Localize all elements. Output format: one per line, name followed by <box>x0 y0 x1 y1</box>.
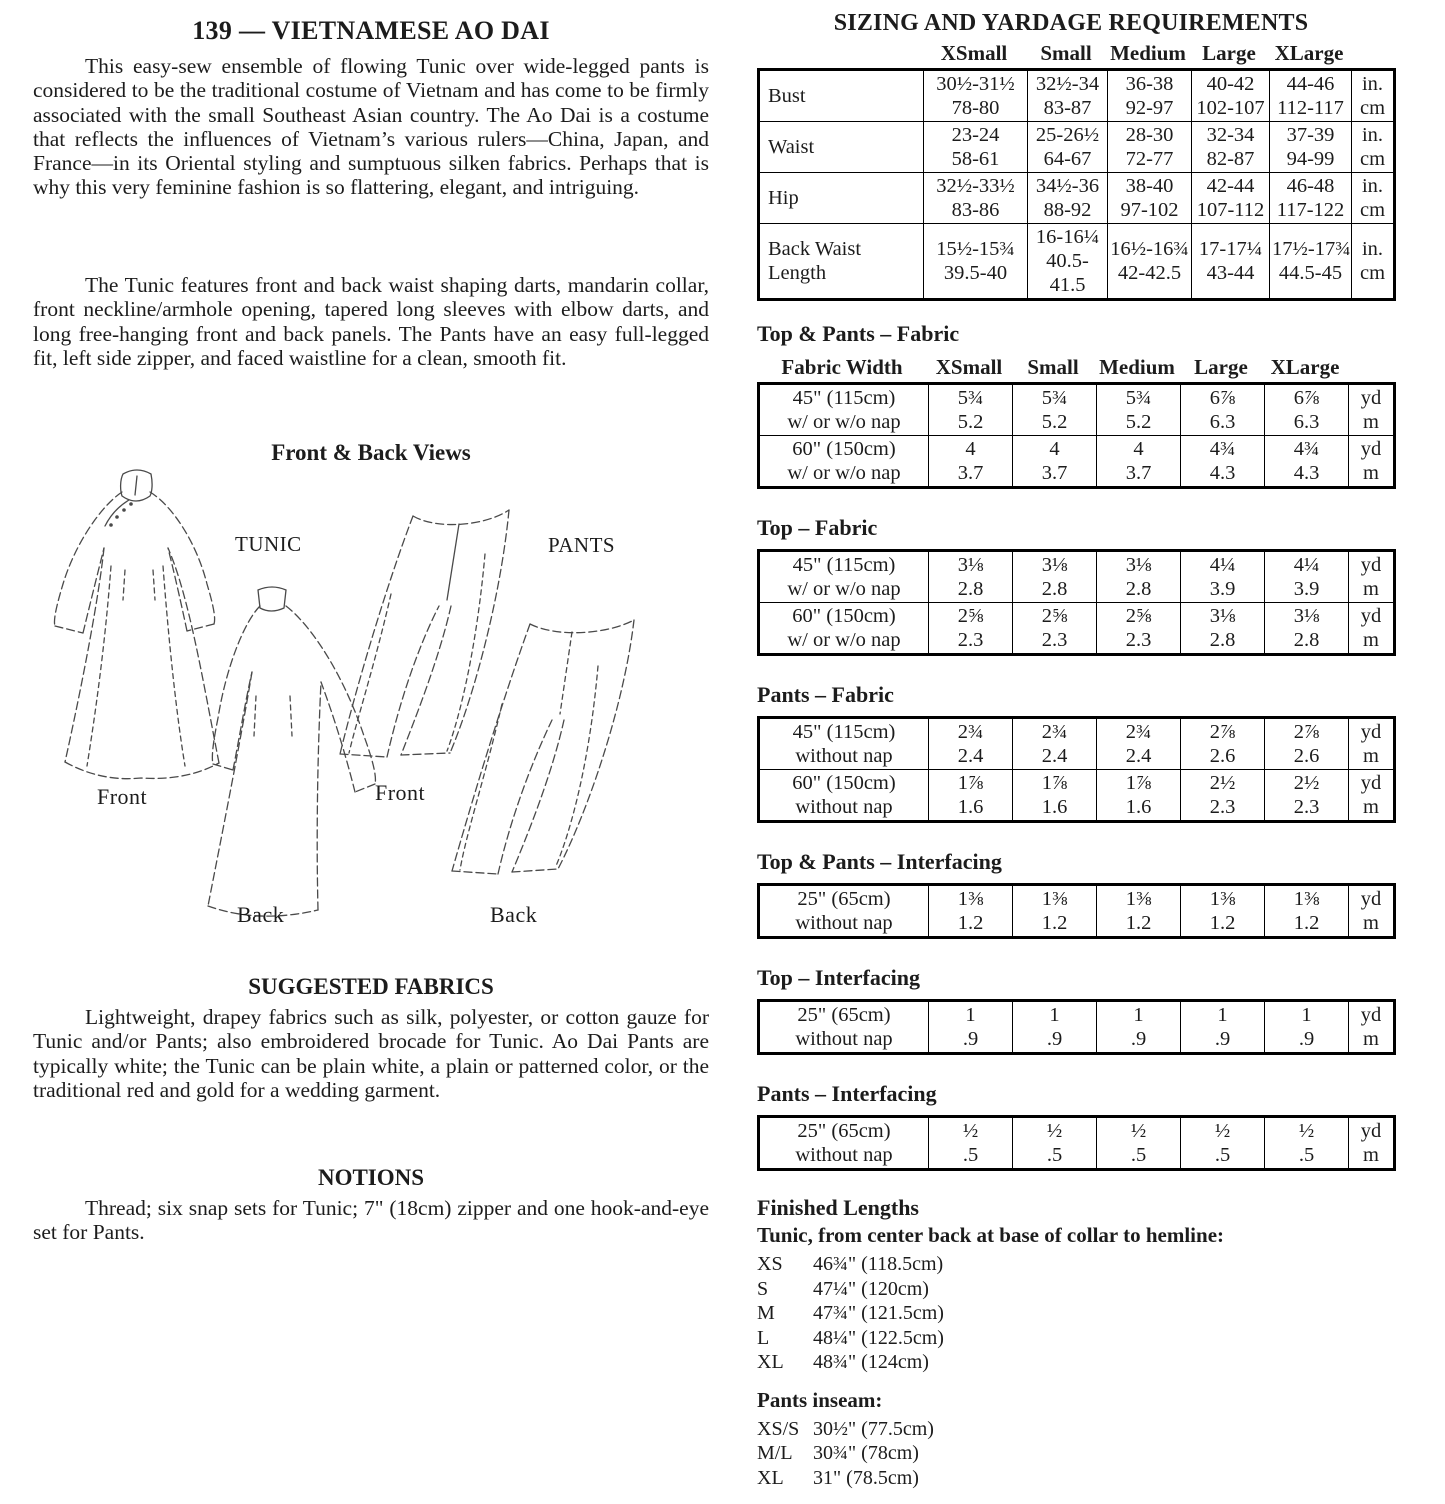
table-cell: 16½-16¾ 42-42.5 <box>1108 224 1192 300</box>
table-cell: 32½-34 83-87 <box>1028 70 1108 122</box>
tunic-label: TUNIC <box>235 532 302 556</box>
table-cell: 40-42 102-107 <box>1192 70 1270 122</box>
table-row <box>759 1001 1395 1054</box>
table-cell: 60" (150cm) without nap <box>759 770 929 822</box>
table-cell: 1⅜ 1.2 <box>1097 885 1181 938</box>
table-cell: Back Waist Length <box>759 224 924 300</box>
yardage-heading: Top – Fabric <box>757 515 878 540</box>
table-cell: 2⅞ 2.6 <box>1265 718 1349 770</box>
unit-cell: in. cm <box>1352 70 1395 122</box>
table-cell: 4 3.7 <box>1097 436 1181 488</box>
table-row <box>759 770 1395 822</box>
table-cell: 23-24 58-61 <box>924 122 1028 173</box>
table-cell: 4¾ 4.3 <box>1265 436 1349 488</box>
table-cell: 5¾ 5.2 <box>929 384 1013 436</box>
unit-cell: in. cm <box>1352 224 1395 300</box>
pants-back-drawing <box>448 616 676 904</box>
list-item: XS/S 30½" (77.5cm) <box>757 1417 934 1440</box>
table-cell: 1 .9 <box>1265 1001 1349 1054</box>
pants-back-caption: Back <box>490 902 538 927</box>
table-cell: ½ .5 <box>929 1117 1013 1170</box>
table-cell: 2½ 2.3 <box>1265 770 1349 822</box>
table-cell: 25" (65cm) without nap <box>759 885 929 938</box>
size-col-label: Medium <box>1099 355 1175 379</box>
size-col-label: Small <box>1040 41 1092 65</box>
table-cell: Waist <box>759 122 924 173</box>
table-cell: 1 .9 <box>1013 1001 1097 1054</box>
table-cell: 2¾ 2.4 <box>929 718 1013 770</box>
table-cell: 2⅝ 2.3 <box>1013 603 1097 655</box>
sizing-title: SIZING AND YARDAGE REQUIREMENTS <box>833 10 1309 36</box>
list-item: M 47¾" (121.5cm) <box>757 1302 944 1324</box>
table-cell: 17-17¼ 43-44 <box>1192 224 1270 300</box>
intro-paragraph-2: The Tunic features front and back waist shaping darts, mandarin collar, front neckline/armhole opening, tapered long sleeves with elbow darts, and long free-hanging front and back panels. The Pants have an easy full-legged fit, left side zipper, and faced waistline for a clean, smooth fit. <box>33 273 709 370</box>
table-cell: 4¼ 3.9 <box>1265 551 1349 603</box>
fabric-width-header-row <box>757 355 1397 380</box>
unit-cell: yd m <box>1349 1117 1395 1170</box>
table-cell: 2⅞ 2.6 <box>1181 718 1265 770</box>
table-cell: 1 .9 <box>929 1001 1013 1054</box>
unit-cell: yd m <box>1349 718 1395 770</box>
table-cell: 17½-17¾ 44.5-45 <box>1270 224 1352 300</box>
size-col-label: Large <box>1194 355 1248 379</box>
table-row <box>759 885 1395 938</box>
table-cell: 1⅜ 1.2 <box>1013 885 1097 938</box>
list-item: M/L 30¾" (78cm) <box>757 1442 919 1464</box>
table-cell: 34½-36 88-92 <box>1028 173 1108 224</box>
table-cell: 60" (150cm) w/ or w/o nap <box>759 603 929 655</box>
table-row <box>759 122 1395 173</box>
table-cell: 25" (65cm) without nap <box>759 1001 929 1054</box>
table-cell: 2¾ 2.4 <box>1097 718 1181 770</box>
table-cell: 38-40 97-102 <box>1108 173 1192 224</box>
unit-cell: yd m <box>1349 436 1395 488</box>
fabric-width-label: Fabric Width <box>781 355 903 379</box>
pants-fabric-table <box>757 716 1396 823</box>
right-column <box>757 8 1397 1490</box>
views-heading: Front & Back Views <box>271 440 471 465</box>
pants-interfacing-table <box>757 1115 1396 1171</box>
list-item: L 48¼" (122.5cm) <box>757 1326 944 1349</box>
suggested-fabrics-text: Lightweight, drapey fabrics such as silk, polyester, or cotton gauze for Tunic and/or Pants; also embroidered brocade for Tunic. Ao Dai Pants are typically white; the Tunic can be plain white, a plain or patterned color, or the traditional red and gold for a wedding garment. <box>33 1005 709 1102</box>
size-col-label: XLarge <box>1270 355 1340 379</box>
list-item: XL 48¾" (124cm) <box>757 1351 929 1373</box>
pants-label: PANTS <box>548 533 616 557</box>
table-cell: ½ .5 <box>1181 1117 1265 1170</box>
yardage-heading: Pants – Fabric <box>757 682 894 707</box>
table-cell: 6⅞ 6.3 <box>1265 384 1349 436</box>
table-row <box>759 173 1395 224</box>
table-cell: 3⅛ 2.8 <box>929 551 1013 603</box>
table-cell: 45" (115cm) w/ or w/o nap <box>759 384 929 436</box>
table-row <box>759 436 1395 488</box>
table-cell: 5¾ 5.2 <box>1097 384 1181 436</box>
table-cell: Bust <box>759 70 924 122</box>
yardage-heading: Pants – Interfacing <box>757 1081 937 1106</box>
notions-text: Thread; six snap sets for Tunic; 7" (18cm) zipper and one hook-and-eye set for Pants. <box>33 1196 709 1245</box>
table-cell: 1⅜ 1.2 <box>929 885 1013 938</box>
table-cell: ½ .5 <box>1265 1117 1349 1170</box>
table-cell: 2½ 2.3 <box>1181 770 1265 822</box>
sizing-table <box>757 68 1396 301</box>
table-cell: 1 .9 <box>1181 1001 1265 1054</box>
unit-cell: yd m <box>1349 603 1395 655</box>
top-fabric-table <box>757 549 1396 656</box>
list-item: XL 31" (78.5cm) <box>757 1466 919 1489</box>
table-cell: 25" (65cm) without nap <box>759 1117 929 1170</box>
size-header-row <box>757 41 1397 66</box>
size-col-label: Medium <box>1110 41 1186 65</box>
table-cell: 3⅛ 2.8 <box>1097 551 1181 603</box>
table-cell: 5¾ 5.2 <box>1013 384 1097 436</box>
table-cell: 2¾ 2.4 <box>1013 718 1097 770</box>
notions-heading: NOTIONS <box>317 1165 425 1190</box>
table-cell: 1⅞ 1.6 <box>929 770 1013 822</box>
table-cell: 25-26½ 64-67 <box>1028 122 1108 173</box>
table-row <box>759 70 1395 122</box>
table-cell: 37-39 94-99 <box>1270 122 1352 173</box>
table-row <box>759 224 1395 300</box>
table-cell: 3⅛ 2.8 <box>1181 603 1265 655</box>
table-cell: 28-30 72-77 <box>1108 122 1192 173</box>
table-cell: 1⅞ 1.6 <box>1097 770 1181 822</box>
unit-cell: yd m <box>1349 551 1395 603</box>
table-cell: 45" (115cm) without nap <box>759 718 929 770</box>
table-cell: 6⅞ 6.3 <box>1181 384 1265 436</box>
intro-paragraph-1: This easy-sew ensemble of flowing Tunic over wide-legged pants is considered to be the traditional costume of Vietnam and has come to be firmly associated with the small Southeast Asian country. The Ao Dai is a costume that reflects the influences of Vietnam’s various rulers—China, Japan, and France—in its Oriental styling and sumptuous silken fabrics. Perhaps that is why this very feminine fashion is so flattering, elegant, and intriguing. <box>33 54 709 200</box>
table-cell: 32-34 82-87 <box>1192 122 1270 173</box>
top-pants-interfacing-table <box>757 883 1396 939</box>
page-title: 139 — VIETNAMESE AO DAI <box>192 16 550 45</box>
table-row <box>759 718 1395 770</box>
list-item: S 47¼" (120cm) <box>757 1277 929 1300</box>
yardage-heading: Top & Pants – Interfacing <box>757 849 1002 874</box>
table-cell: 1⅜ 1.2 <box>1265 885 1349 938</box>
table-cell: 36-38 92-97 <box>1108 70 1192 122</box>
table-cell: 4 3.7 <box>929 436 1013 488</box>
table-row <box>759 1117 1395 1170</box>
suggested-fabrics-heading: SUGGESTED FABRICS <box>248 974 494 999</box>
left-column <box>33 8 709 1245</box>
yardage-heading: Top & Pants – Fabric <box>757 321 960 346</box>
table-cell: 45" (115cm) w/ or w/o nap <box>759 551 929 603</box>
table-cell: 44-46 112-117 <box>1270 70 1352 122</box>
unit-cell: in. cm <box>1352 173 1395 224</box>
table-cell: 1⅞ 1.6 <box>1013 770 1097 822</box>
table-cell: ½ .5 <box>1013 1117 1097 1170</box>
table-cell: 4 3.7 <box>1013 436 1097 488</box>
table-cell: 16-16¼ 40.5-41.5 <box>1028 224 1108 300</box>
tunic-front-caption: Front <box>97 784 148 809</box>
unit-cell: yd m <box>1349 384 1395 436</box>
tunic-back-caption: Back <box>237 902 285 927</box>
table-cell: 3⅛ 2.8 <box>1013 551 1097 603</box>
table-cell: 2⅝ 2.3 <box>1097 603 1181 655</box>
pants-inseam-heading: Pants inseam: <box>757 1387 883 1412</box>
table-cell: 60" (150cm) w/ or w/o nap <box>759 436 929 488</box>
table-cell: ½ .5 <box>1097 1117 1181 1170</box>
table-cell: 46-48 117-122 <box>1270 173 1352 224</box>
top-interfacing-table <box>757 999 1396 1055</box>
table-row <box>759 551 1395 603</box>
unit-cell: in. cm <box>1352 122 1395 173</box>
pants-front-caption: Front <box>375 780 426 805</box>
size-col-label: XLarge <box>1274 41 1344 65</box>
garment-illustrations <box>33 466 709 944</box>
table-cell: 2⅝ 2.3 <box>929 603 1013 655</box>
table-cell: 1 .9 <box>1097 1001 1181 1054</box>
table-row <box>759 384 1395 436</box>
list-item: XS 46¾" (118.5cm) <box>757 1253 944 1275</box>
table-cell: 4¾ 4.3 <box>1181 436 1265 488</box>
table-cell: Hip <box>759 173 924 224</box>
size-col-label: Small <box>1027 355 1079 379</box>
table-cell: 3⅛ 2.8 <box>1265 603 1349 655</box>
table-row <box>759 603 1395 655</box>
finished-lengths-heading: Finished Lengths <box>757 1195 919 1220</box>
unit-cell: yd m <box>1349 885 1395 938</box>
top-pants-fabric-table <box>757 382 1396 489</box>
yardage-heading: Top – Interfacing <box>757 965 920 990</box>
table-cell: 1⅜ 1.2 <box>1181 885 1265 938</box>
size-col-label: XSmall <box>940 41 1008 65</box>
unit-cell: yd m <box>1349 770 1395 822</box>
table-cell: 32½-33½ 83-86 <box>924 173 1028 224</box>
tunic-length-subheading: Tunic, from center back at base of collar to hemline: <box>757 1223 1225 1247</box>
table-cell: 42-44 107-112 <box>1192 173 1270 224</box>
table-cell: 4¼ 3.9 <box>1181 551 1265 603</box>
unit-cell: yd m <box>1349 1001 1395 1054</box>
size-col-label: Large <box>1202 41 1256 65</box>
table-cell: 15½-15¾ 39.5-40 <box>924 224 1028 300</box>
size-col-label: XSmall <box>935 355 1003 379</box>
table-cell: 30½-31½ 78-80 <box>924 70 1028 122</box>
